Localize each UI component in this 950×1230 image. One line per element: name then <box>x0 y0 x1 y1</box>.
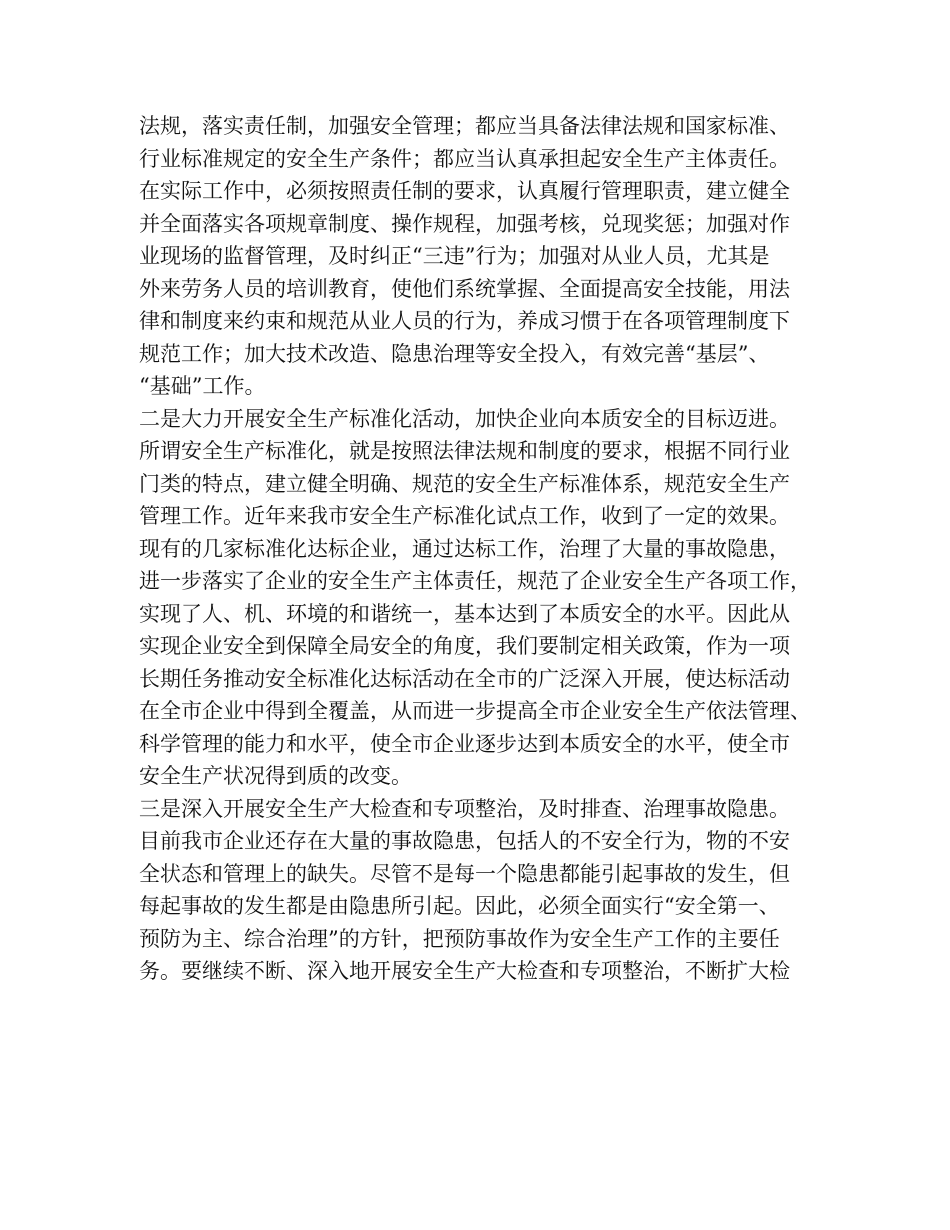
text-line: 实现了人、机、环境的和谐统一，基本达到了本质安全的水平。因此从 <box>139 601 790 626</box>
text-line: 进一步落实了企业的安全生产主体责任，规范了企业安全生产各项工作， <box>139 569 811 593</box>
text-line: 业现场的监督管理，及时纠正“三违”行为；加强对从业人员，尤其是 <box>139 244 770 268</box>
text-line: 律和制度来约束和规范从业人员的行为，养成习惯于在各项管理制度下 <box>139 309 790 333</box>
text-line: 门类的特点，建立健全明确、规范的安全生产标准体系，规范安全生产 <box>139 471 790 496</box>
text-line: 安全生产状况得到质的改变。 <box>139 764 412 788</box>
text-line: 每起事故的发生都是由隐患所引起。因此，必须全面实行“安全第一、 <box>139 894 780 918</box>
text-line: 长期任务推动安全标准化达标活动在全市的广泛深入开展，使达标活动 <box>139 666 790 691</box>
text-line: 在全市企业中得到全覆盖，从而进一步提高全市企业安全生产依法管理、 <box>139 699 811 723</box>
text-line: 全状态和管理上的缺失。尽管不是每一个隐患都能引起事故的发生，但 <box>139 861 790 886</box>
text-line: 所谓安全生产标准化，就是按照法律法规和制度的要求，根据不同行业 <box>139 439 790 463</box>
text-line: 并全面落实各项规章制度、操作规程，加强考核，兑现奖惩；加强对作 <box>139 211 790 236</box>
text-line: 三是深入开展安全生产大检查和专项整治，及时排查、治理事故隐患。 <box>139 796 790 821</box>
text-line: 务。要继续不断、深入地开展安全生产大检查和专项整治，不断扩大检 <box>139 959 790 983</box>
text-line: 实现企业安全到保障全局安全的角度，我们要制定相关政策，作为一项 <box>139 634 790 658</box>
text-line: 目前我市企业还存在大量的事故隐患，包括人的不安全行为，物的不安 <box>139 829 790 853</box>
text-line: 预防为主、综合治理”的方针，把预防事故作为安全生产工作的主要任 <box>139 926 780 951</box>
text-line: 现有的几家标准化达标企业，通过达标工作，治理了大量的事故隐患， <box>139 536 790 561</box>
text-line: 外来劳务人员的培训教育，使他们系统掌握、全面提高安全技能，用法 <box>139 276 790 301</box>
text-line: 管理工作。近年来我市安全生产标准化试点工作，收到了一定的效果。 <box>139 504 790 528</box>
text-line: 二是大力开展安全生产标准化活动，加快企业向本质安全的目标迈进。 <box>139 406 790 431</box>
text-line: 在实际工作中，必须按照责任制的要求，认真履行管理职责，建立健全 <box>139 179 790 203</box>
text-line: “基础”工作。 <box>139 374 266 398</box>
text-line: 规范工作；加大技术改造、隐患治理等安全投入，有效完善“基层”、 <box>139 341 770 366</box>
text-line: 法规，落实责任制，加强安全管理；都应当具备法律法规和国家标准、 <box>139 114 790 138</box>
body-text <box>139 110 829 988</box>
text-line: 科学管理的能力和水平，使全市企业逐步达到本质安全的水平，使全市 <box>139 731 790 756</box>
text-line: 行业标准规定的安全生产条件；都应当认真承担起安全生产主体责任。 <box>139 146 790 171</box>
